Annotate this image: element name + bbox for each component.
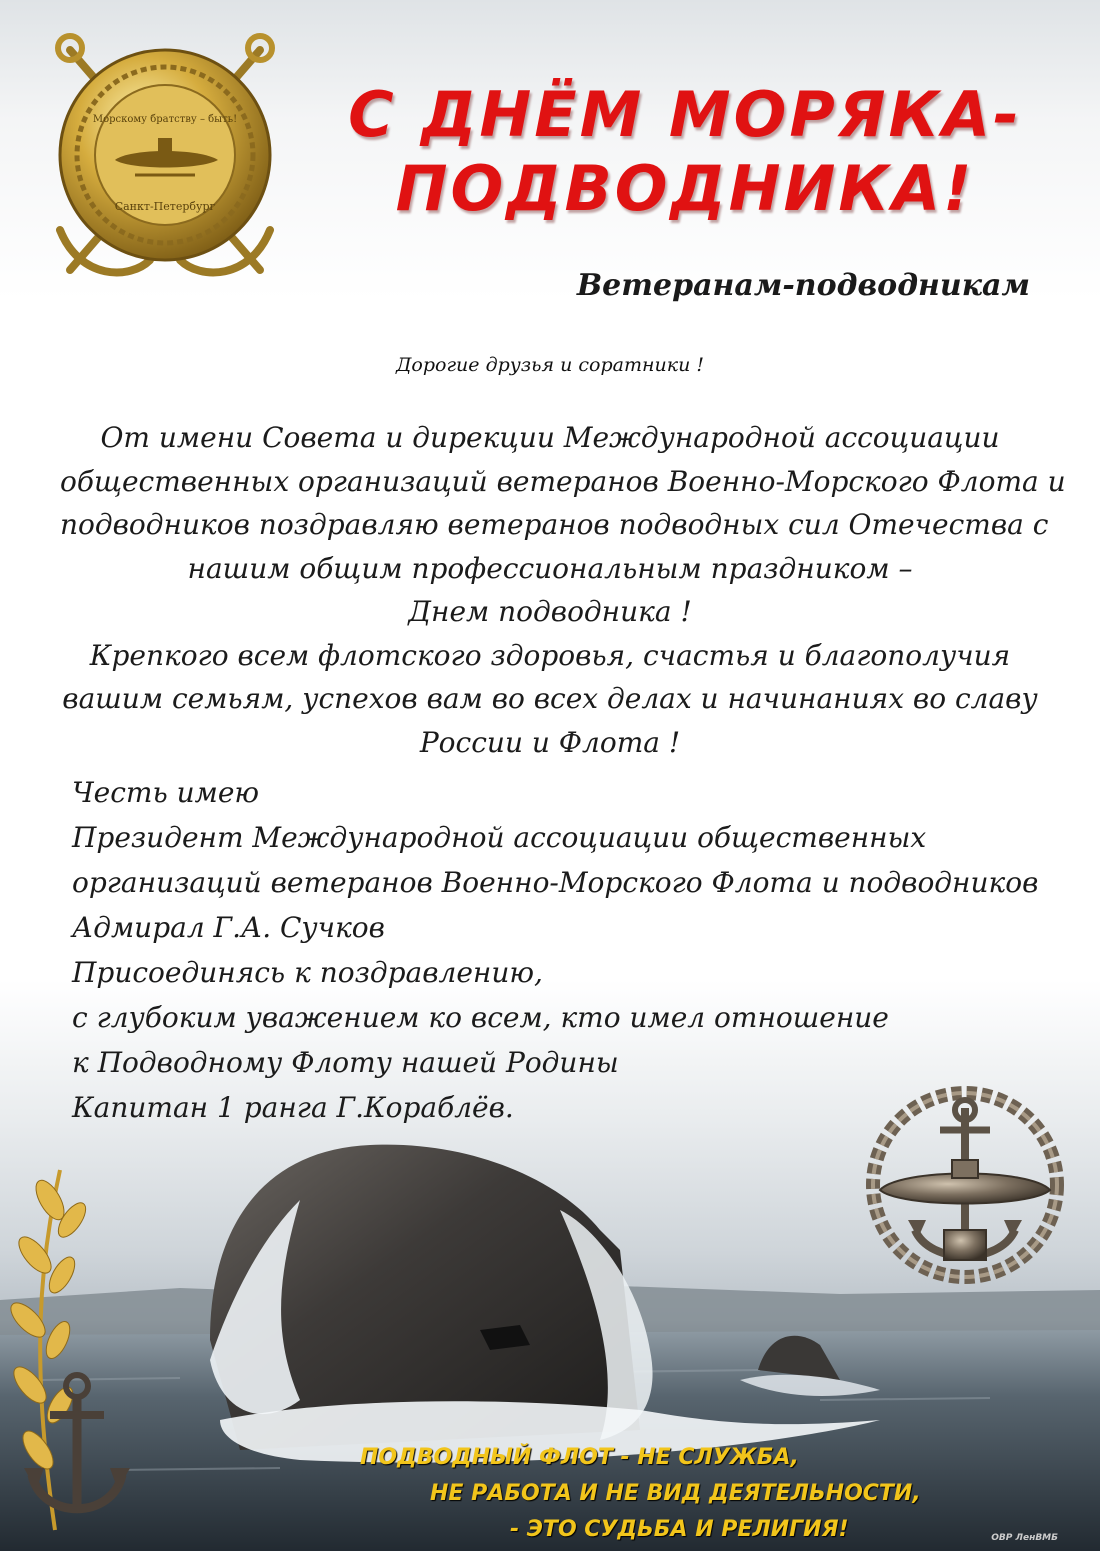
- signature-line: Адмирал Г.А. Сучков: [72, 911, 385, 944]
- letter-line: От имени Совета и дирекции Международной ассоциации: [100, 421, 1000, 454]
- signature-line: с глубоким уважением ко всем, кто имел отношение: [72, 1001, 889, 1034]
- signature-line: Честь имею: [72, 776, 260, 809]
- svg-text:Морскому братству – быть!: Морскому братству – быть!: [92, 114, 238, 125]
- slogan-line-2: НЕ РАБОТА И НЕ ВИД ДЕЯТЕЛЬНОСТИ,: [430, 1481, 921, 1506]
- title-line-1: С ДНЁМ МОРЯКА-: [348, 78, 1022, 151]
- signature-line: к Подводному Флоту нашей Родины: [72, 1046, 619, 1079]
- letter-greeting: Дорогие друзья и соратники !: [395, 354, 705, 376]
- letter-line: Крепкого всем флотского здоровья, счастья и благополучия: [89, 638, 1011, 672]
- slogan-line-1-rest: - НЕ СЛУЖБА,: [612, 1445, 799, 1470]
- card-subtitle: Ветеранам-подводникам: [576, 268, 1030, 303]
- signature-president: [72, 770, 1038, 950]
- letter-line: вашим семьям, успехов вам во всех делах и начинаниях во славу: [62, 682, 1038, 715]
- credit-text: ОВР ЛенВМБ: [991, 1533, 1058, 1543]
- anchor-icon: [22, 1370, 132, 1530]
- letter-line: Днем подводника !: [408, 595, 692, 628]
- submarine-badge-icon: [860, 1080, 1070, 1290]
- signature-captain: [72, 950, 889, 1130]
- title-line-2: ПОДВОДНИКА!: [395, 152, 975, 225]
- slogan-line-1-lead: ПОДВОДНЫЙ ФЛОТ: [360, 1445, 613, 1470]
- letter-line: нашим общим профессиональным праздником –: [187, 551, 913, 585]
- slogan-line-3: - ЭТО СУДЬБА И РЕЛИГИЯ!: [510, 1517, 849, 1542]
- letter-line: России и Флота !: [419, 725, 681, 759]
- letter-body: [60, 416, 1066, 764]
- signature-line: Президент Международной ассоциации общественных: [72, 821, 927, 854]
- signature-line: организаций ветеранов Военно-Морского Флота и подводников: [72, 866, 1039, 899]
- footer-slogan: [330, 1440, 1050, 1548]
- letter-line: подводников поздравляю ветеранов подводных сил Отечества с: [60, 508, 1049, 541]
- signature-line: Капитан 1 ранга Г.Кораблёв.: [72, 1091, 514, 1124]
- gold-medal-emblem: [40, 20, 290, 290]
- svg-text:Санкт-Петербург: Санкт-Петербург: [114, 200, 216, 213]
- slogan-line-1: [330, 1440, 1050, 1476]
- signature-line: Присоединясь к поздравлению,: [72, 956, 543, 989]
- letter-line: общественных организаций ветеранов Военно-Морского Флота и: [60, 464, 1066, 498]
- card-title: [300, 78, 1070, 226]
